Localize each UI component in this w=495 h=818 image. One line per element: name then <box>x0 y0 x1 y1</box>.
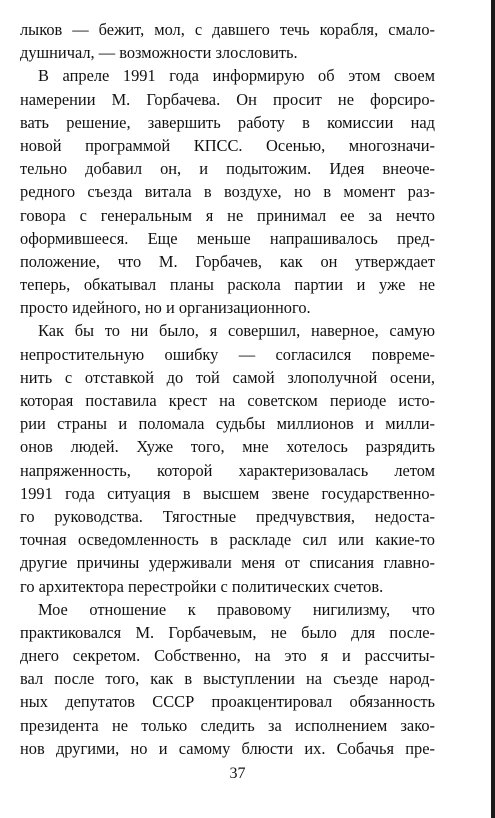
text-line: положение, что М. Горбачев, как он утверждает <box>20 251 435 271</box>
text-line: вать решение, завершить работу в комиссии над <box>20 112 435 132</box>
text-line: Как бы то ни было, я совершил, наверное, самую <box>38 321 435 341</box>
text-line: оформившееся. Еще меньше напрашивалось пред- <box>20 228 435 248</box>
text-line: днего секретом. Собственно, на это я и рассчиты- <box>20 646 435 666</box>
page-number: 37 <box>229 765 246 782</box>
text-line: другие причины удерживали меня от списания главно- <box>20 553 435 573</box>
text-line: В апреле 1991 года информирую об этом своем <box>38 66 435 86</box>
text-line: 1991 года ситуация в высшем звене государственно- <box>20 483 435 503</box>
text-line: нов другими, но и самому блюсти их. Собачья пре- <box>20 738 435 758</box>
text-line: напряженность, которой характеризовалась летом <box>20 460 435 480</box>
text-line: теперь, обкатывал планы раскола партии и уже не <box>20 275 435 295</box>
text-line: нить с отставкой до той самой злополучной осени, <box>20 367 435 387</box>
text-line: онов людей. Хуже того, мне хотелось разрядить <box>20 437 435 457</box>
text-line: вал после того, как в выступлении на съезде народ- <box>20 669 435 689</box>
body-text <box>20 18 435 760</box>
text-line: говора с генеральным я не принимал ее за нечто <box>20 205 435 225</box>
text-line: точная осведомленность в раскладе сил или какие-то <box>20 530 435 550</box>
text-line: непростительную ошибку — согласился повреме- <box>20 344 435 364</box>
text-line: которая поставила крест на советском периоде исто- <box>20 391 435 410</box>
text-line: редного съезда витала в воздухе, но в момент раз- <box>20 182 435 202</box>
text-line: ных депутатов СССР проакцентировал обязанность <box>20 692 435 712</box>
text-line: просто идейного, но и организационного. <box>20 298 311 318</box>
text-line: практиковался М. Горбачевым, не было для после- <box>20 622 435 642</box>
text-line: тельно добавил он, и подытожим. Идея внеоче- <box>20 159 435 179</box>
text-line: рии страны и поломала судьбы миллионов и милли- <box>20 414 435 434</box>
text-line: го руководства. Тягостные предчувствия, недоста- <box>20 506 435 526</box>
text-line: лыков — бежит, мол, с давшего течь корабля, смало- <box>20 20 435 39</box>
text-line: Мое отношение к правовому нигилизму, что <box>38 599 435 619</box>
text-line: намерении М. Горбачева. Он просит не форсиро- <box>20 89 435 109</box>
text-line: душничал, — возможности злословить. <box>20 43 298 63</box>
text-line: го архитектора перестройки с политических счетов. <box>20 576 384 596</box>
page-edge-shadow <box>491 0 495 818</box>
text-line: новой программой КПСС. Осенью, многозначи- <box>20 135 435 155</box>
text-line: президента не только следить за исполнением зако- <box>20 715 435 735</box>
